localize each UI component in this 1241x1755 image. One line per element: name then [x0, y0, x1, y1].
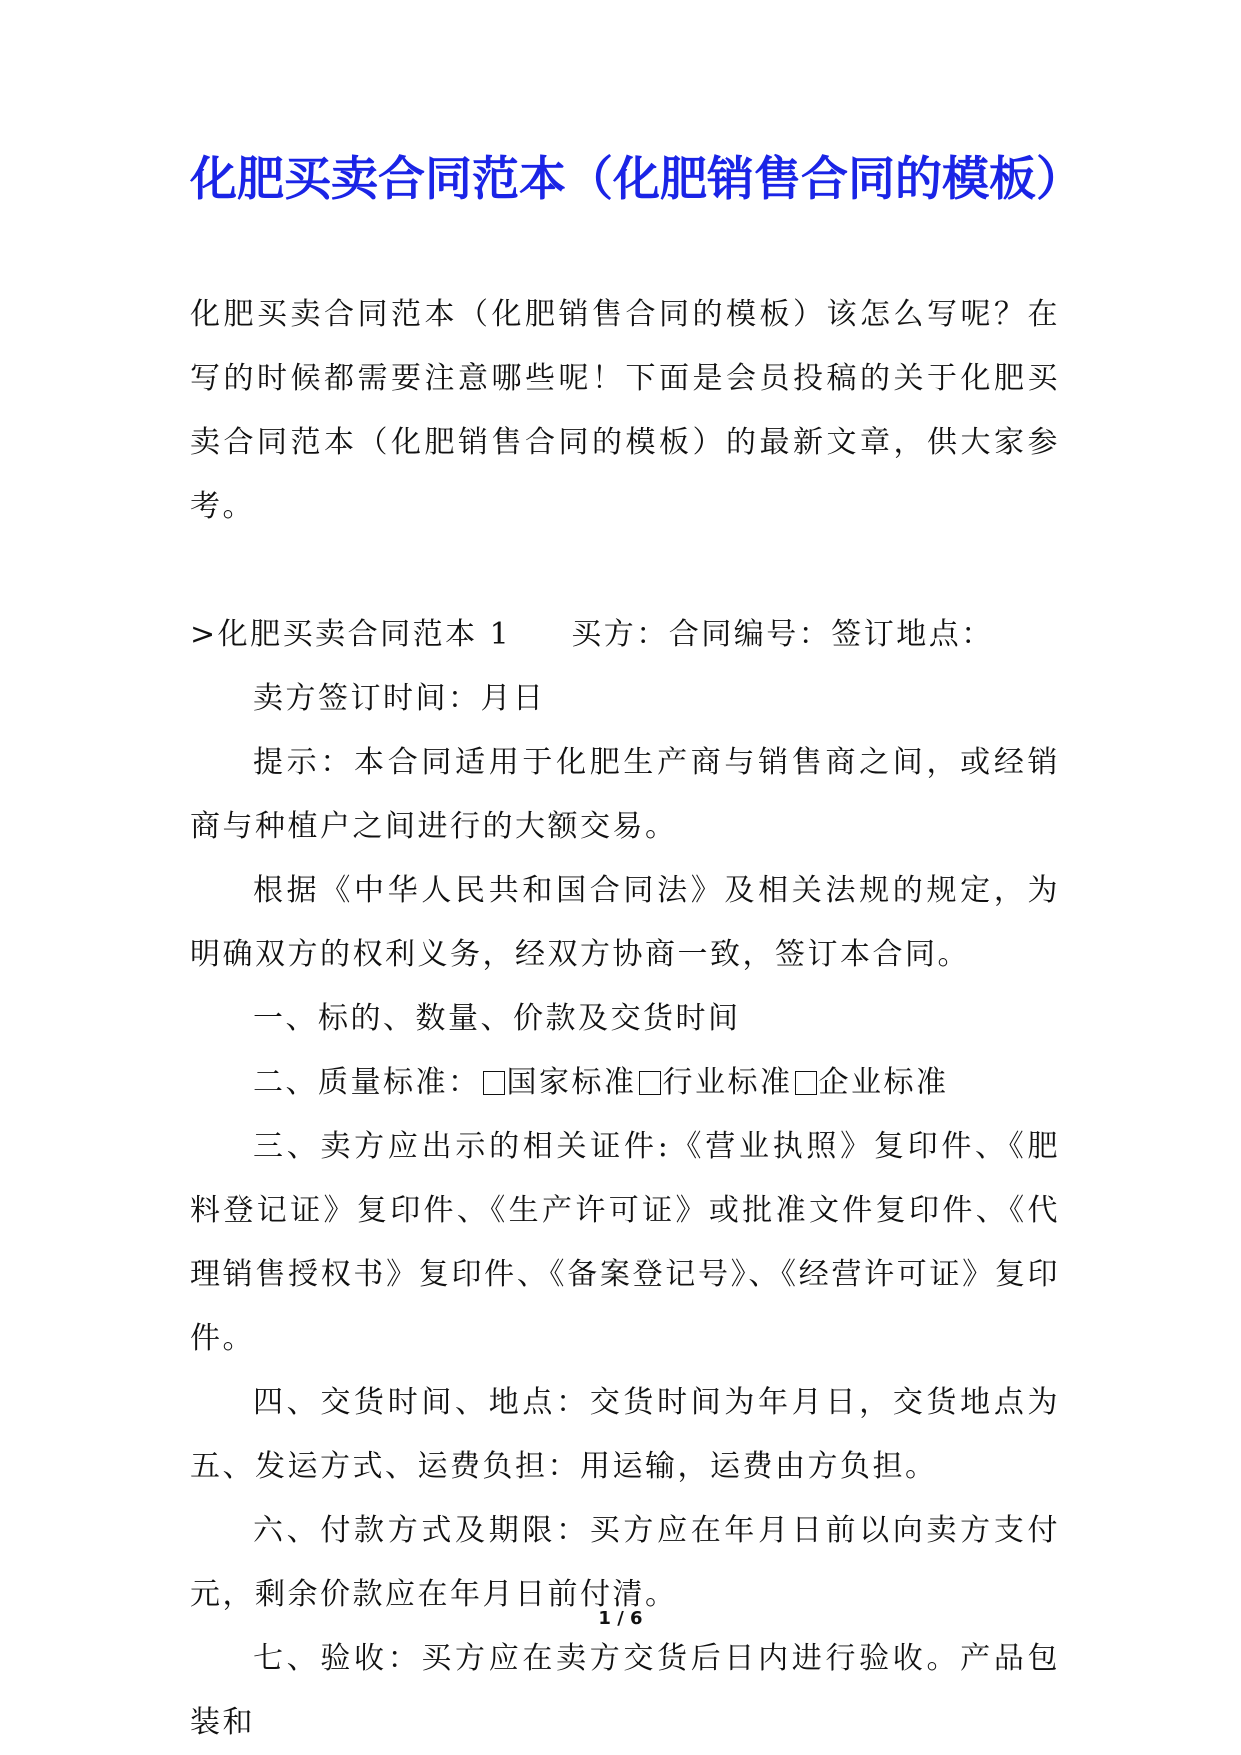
clause-1-heading: 一、标的、数量、价款及交货时间 — [253, 1001, 741, 1036]
section-heading: >化肥买卖合同范本 1 — [190, 617, 512, 652]
section-heading-fields: 买方：合同编号：签订地点： — [571, 617, 994, 652]
section-heading-line — [190, 603, 1060, 667]
quality-label: 二、质量标准： — [253, 1065, 481, 1100]
quality-option-enterprise: 企业标准 — [818, 1065, 949, 1100]
quality-option-national: 国家标准 — [506, 1065, 637, 1100]
clause-2-quality-standard — [190, 1051, 1060, 1115]
clause-6-payment: 六、付款方式及期限：买方应在年月日前以向卖方支付元，剩余价款应在年月日前付清。 — [190, 1513, 1060, 1612]
checkbox-industry-standard[interactable] — [639, 1071, 661, 1095]
clause-4-delivery: 四、交货时间、地点：交货时间为年月日，交货地点为五、发运方式、运费负担：用运输，运费由方负担。 — [190, 1385, 1060, 1484]
checkbox-enterprise-standard[interactable] — [795, 1071, 817, 1095]
page-number: 1 / 6 — [598, 1608, 643, 1629]
paragraph-seller-signing-time: 卖方签订时间：月日 — [253, 681, 546, 716]
checkbox-national-standard[interactable] — [483, 1071, 505, 1095]
quality-option-industry: 行业标准 — [662, 1065, 793, 1100]
clause-7-acceptance: 七、验收：买方应在卖方交货后日内进行验收。产品包装和 — [190, 1641, 1060, 1740]
paragraph-legal-basis: 根据《中华人民共和国合同法》及相关法规的规定，为明确双方的权利义务，经双方协商一致，签订本合同。 — [190, 873, 1060, 972]
clause-3-documents: 三、卖方应出示的相关证件:《营业执照》复印件、《肥料登记证》复印件、《生产许可证》或批准文件复印件、《代理销售授权书》复印件、《备案登记号》、《经营许可证》复印件。 — [190, 1129, 1060, 1356]
document-title: 化肥买卖合同范本（化肥销售合同的模板） — [190, 152, 1083, 207]
intro-paragraph: 化肥买卖合同范本（化肥销售合同的模板）该怎么写呢？在写的时候都需要注意哪些呢！下面是会员投稿的关于化肥买卖合同范本（化肥销售合同的模板）的最新文章，供大家参考。 — [190, 297, 1060, 524]
document-body — [190, 283, 1060, 1755]
paragraph-tip: 提示：本合同适用于化肥生产商与销售商之间，或经销商与种植户之间进行的大额交易。 — [190, 745, 1060, 844]
